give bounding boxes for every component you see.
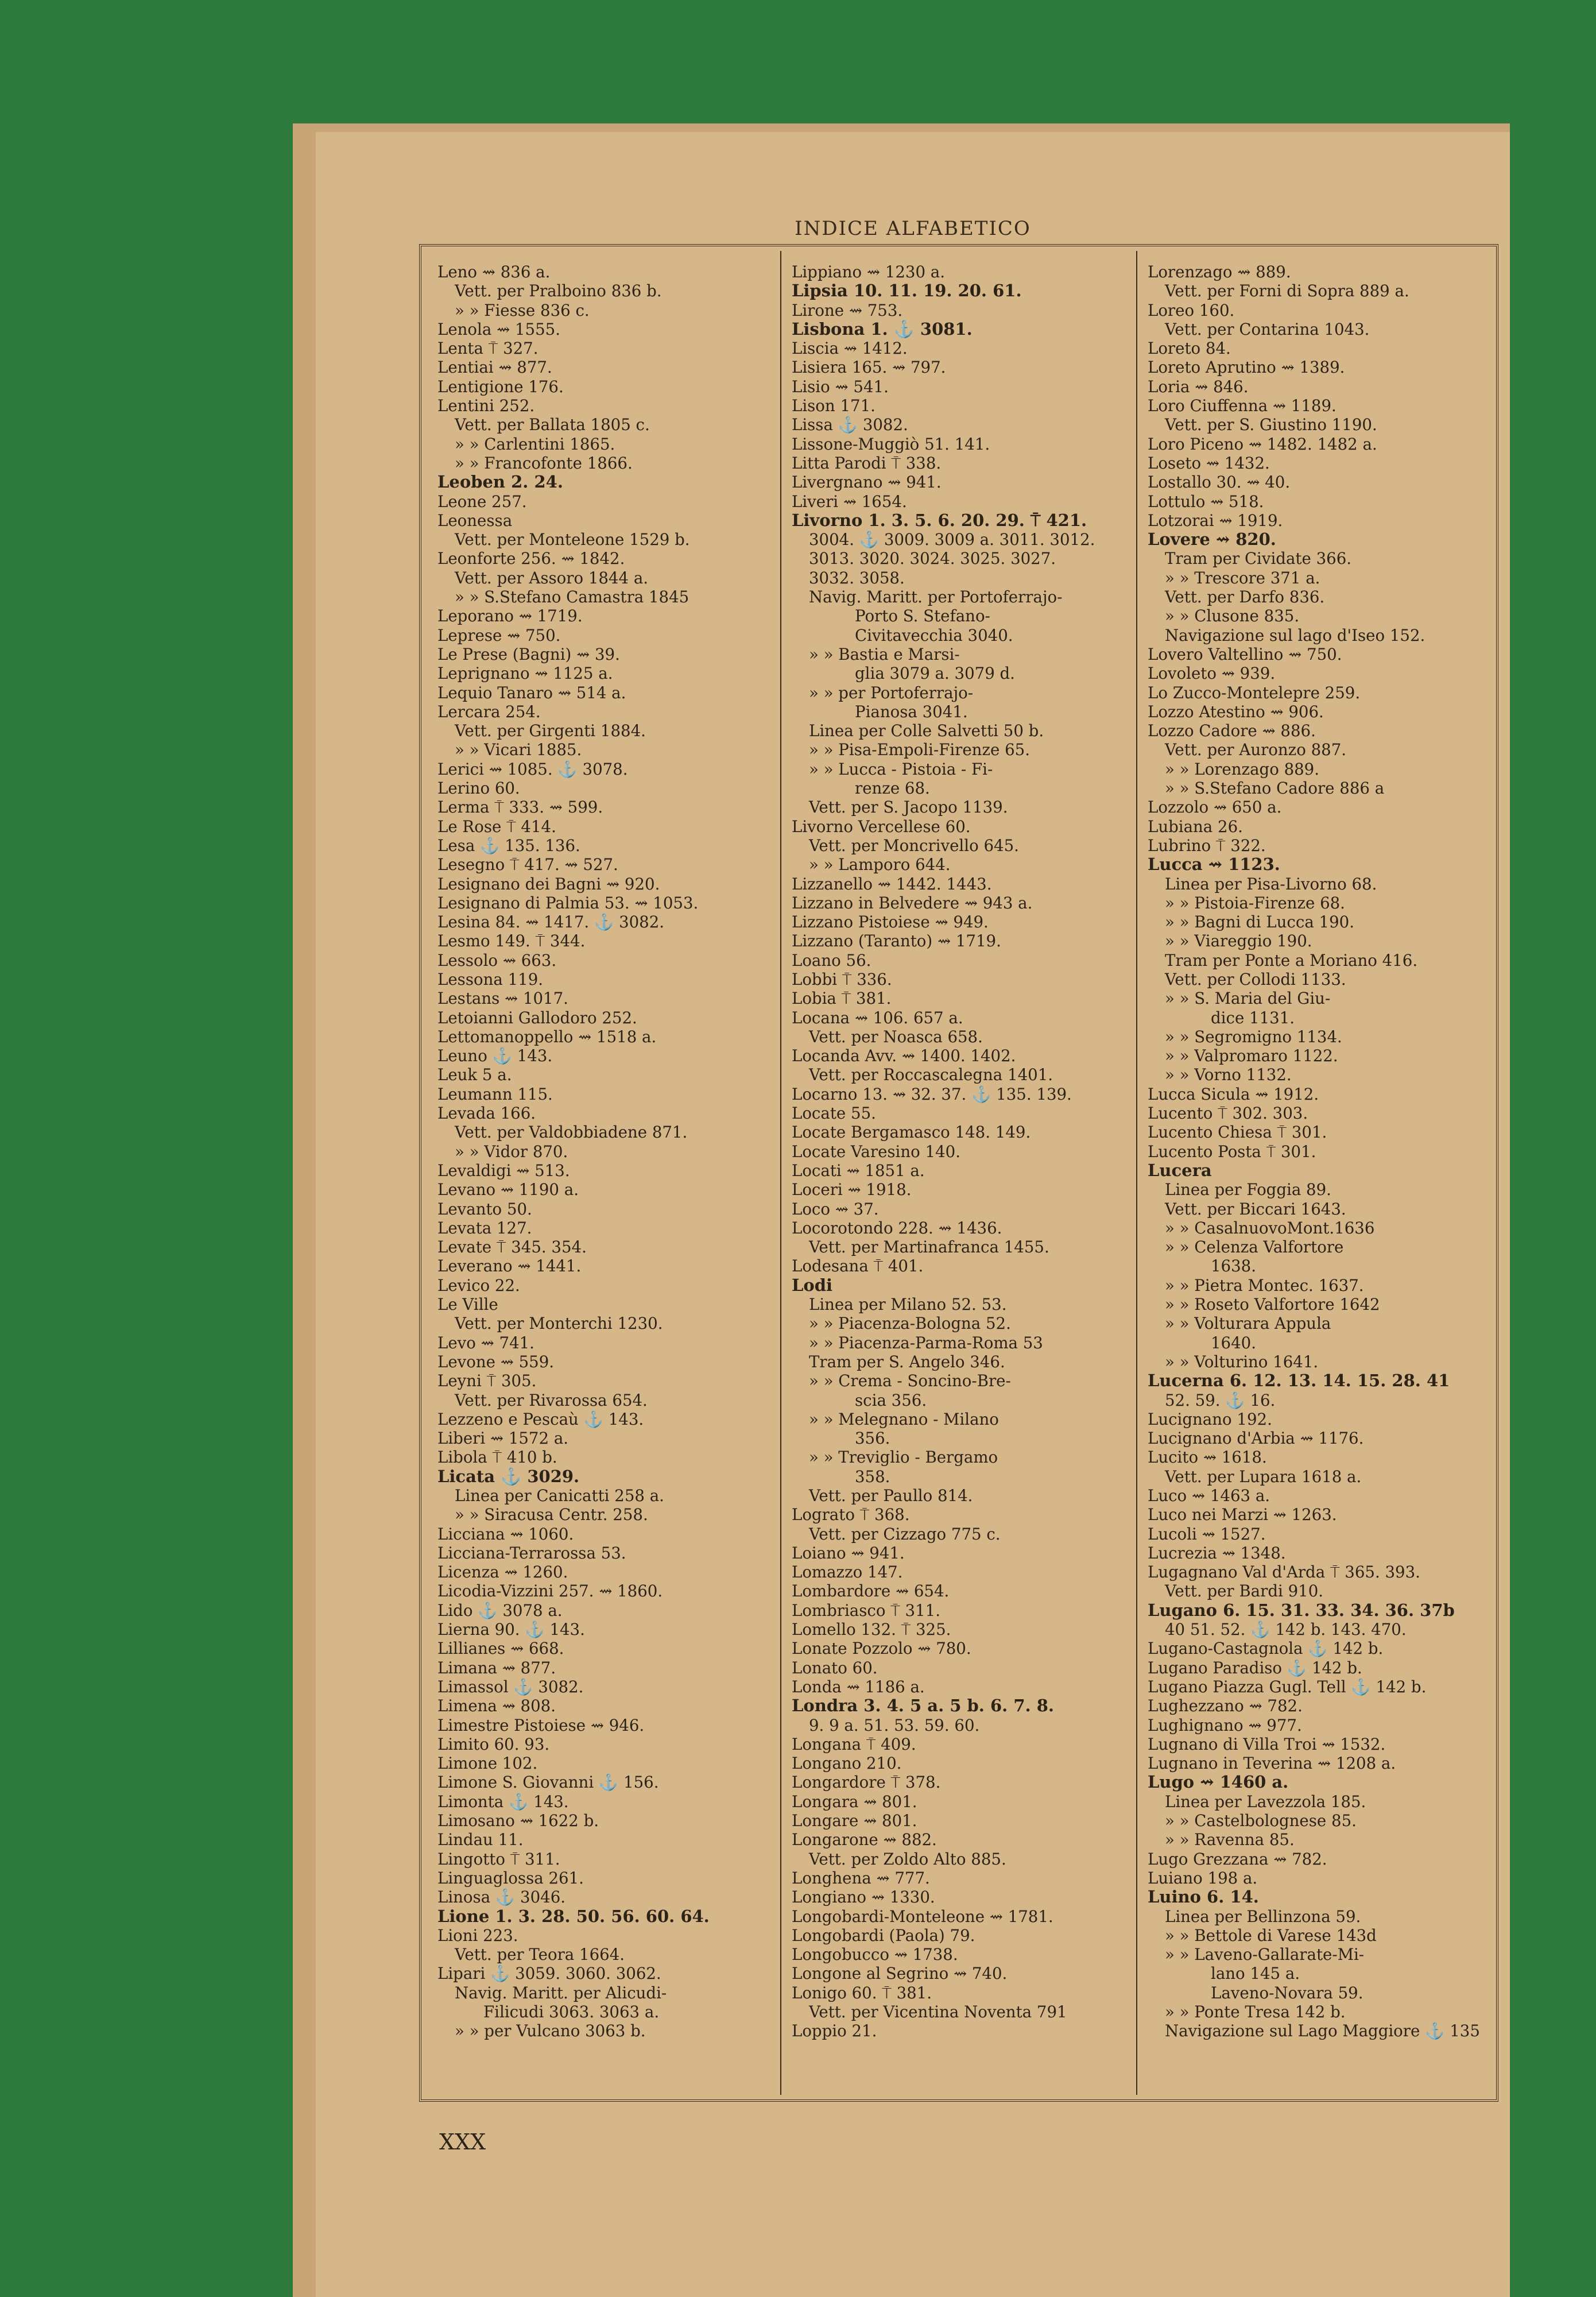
index-entry: Levaldigi ⇝ 513. [437,1161,570,1180]
index-entry: Lograto ⍑ 368. [792,1505,910,1525]
index-entry: Lissone-Muggiò 51. 141. [792,434,990,454]
index-entry: Lucento Chiesa ⍑ 301. [1148,1123,1327,1142]
index-entry: Lipsia 10. 11. 19. 20. 61. [792,281,1022,301]
index-entry: Lugagnano Val d'Arda ⍑ 365. 393. [1148,1563,1420,1582]
index-entry: Longhena ⇝ 777. [792,1868,930,1888]
index-entry: Linea per Bellinzona 59. [1165,1907,1361,1926]
index-entry: Linea per Foggia 89. [1165,1180,1331,1200]
index-entry: Lesignano di Palmia 53. ⇝ 1053. [437,893,699,912]
index-entry: » » Volturara Appula [1165,1314,1331,1333]
index-entry: » » Ravenna 85. [1165,1830,1295,1850]
index-entry: Vett. per Roccascalegna 1401. [809,1065,1053,1085]
index-entry: Lugnano di Villa Troi ⇝ 1532. [1148,1734,1386,1754]
index-entry: Vett. per Cizzago 775 c. [809,1524,1001,1544]
index-column-2 [792,262,1130,2088]
index-entry: Leno ⇝ 836 a. [437,262,551,281]
index-entry: Lodi [792,1275,833,1295]
index-entry: Leverano ⇝ 1441. [437,1256,582,1276]
index-entry: Lisiera 165. ⇝ 797. [792,358,946,377]
index-entry: Loano 56. [792,950,871,970]
index-entry: Vett. per Monteleone 1529 b. [455,530,690,550]
index-entry: » » Lamporo 644. [809,855,951,875]
index-entry: Lesa ⚓ 135. 136. [437,836,580,855]
index-entry: Lindau 11. [437,1830,524,1850]
index-entry: Liberi ⇝ 1572 a. [437,1429,569,1448]
index-entry: » » Trescore 371 a. [1165,568,1320,587]
page-number: XXX [439,2129,486,2155]
index-entry: Limito 60. 93. [437,1734,550,1754]
page-header: INDICE ALFABETICO [795,217,1031,240]
index-entry: Lillianes ⇝ 668. [437,1639,564,1658]
index-entry: Limone S. Giovanni ⚓ 156. [437,1773,659,1792]
index-entry: Levate ⍑ 345. 354. [437,1238,587,1257]
index-entry: Lonigo 60. ⍑ 381. [792,1983,932,2002]
index-entry: Limestre Pistoiese ⇝ 946. [437,1715,645,1735]
index-entry: » » Celenza Valfortore [1165,1238,1344,1257]
index-entry: Loreto Aprutino ⇝ 1389. [1148,358,1345,377]
index-entry: Leoben 2. 24. [437,472,563,492]
index-entry: Lerma ⍑ 333. ⇝ 599. [437,798,603,817]
index-entry: Vett. per Auronzo 887. [1165,740,1347,760]
index-entry: 9. 9 a. 51. 53. 59. 60. [809,1715,980,1735]
index-entry: » » Segromigno 1134. [1165,1027,1342,1046]
index-entry: Longare ⇝ 801. [792,1811,917,1831]
index-entry: Lorenzago ⇝ 889. [1148,262,1291,281]
index-entry: Lozzolo ⇝ 650 a. [1148,798,1282,817]
index-entry: renze 68. [855,779,930,798]
index-entry: Lucito ⇝ 1618. [1148,1448,1267,1467]
index-entry: Longone al Segrino ⇝ 740. [792,1964,1008,1983]
index-entry: Leuno ⚓ 143. [437,1046,553,1066]
index-entry: Lubrino ⍑ 322. [1148,836,1266,855]
index-entry: Lissa ⚓ 3082. [792,415,908,435]
index-entry: 3032. 3058. [809,568,905,587]
index-entry: Lughezzano ⇝ 782. [1148,1696,1303,1716]
index-entry: Linea per Colle Salvetti 50 b. [809,721,1044,741]
index-entry: Vett. per Darfo 836. [1165,587,1325,607]
index-entry: Vett. per Teora 1664. [455,1945,625,1965]
index-entry: 3004. ⚓ 3009. 3009 a. 3011. 3012. [809,530,1095,550]
index-entry: Lugano 6. 15. 31. 33. 34. 36. 37b [1148,1600,1455,1620]
index-entry: Lisio ⇝ 541. [792,377,889,396]
index-entry: Locorotondo 228. ⇝ 1436. [792,1218,1002,1238]
index-entry: Lozzo Cadore ⇝ 886. [1148,721,1316,741]
index-entry: » » Pistoia-Firenze 68. [1165,893,1345,912]
index-entry: Lettomanoppello ⇝ 1518 a. [437,1027,657,1046]
index-entry: » » Pietra Montec. 1637. [1165,1275,1364,1295]
index-entry: Lenta ⍑ 327. [437,339,539,358]
index-entry: 3013. 3020. 3024. 3025. 3027. [809,549,1056,569]
index-entry: » » Carlentini 1865. [455,434,615,454]
index-entry: lano 145 a. [1211,1964,1300,1983]
index-entry: 52. 59. ⚓ 16. [1165,1390,1276,1410]
index-entry: Lubiana 26. [1148,817,1243,836]
index-entry: Leonessa [437,511,513,530]
index-entry: Vett. per S. Giustino 1190. [1165,415,1377,435]
index-entry: Lobbi ⍑ 336. [792,969,892,989]
index-entry: Loreo 160. [1148,300,1235,320]
index-entry: Lippiano ⇝ 1230 a. [792,262,946,281]
index-entry: Levata 127. [437,1218,532,1238]
index-entry: Levico 22. [437,1275,520,1295]
index-entry: Levada 166. [437,1104,536,1123]
index-entry: Lesignano dei Bagni ⇝ 920. [437,874,660,894]
index-entry: Licata ⚓ 3029. [437,1466,580,1486]
index-entry: Lucento ⍑ 302. 303. [1148,1104,1308,1123]
index-entry: Lingotto ⍑ 311. [437,1849,560,1869]
index-entry: 358. [855,1467,890,1486]
index-entry: Vett. per Paullo 814. [809,1486,973,1505]
index-entry: Lostallo 30. ⇝ 40. [1148,473,1291,492]
index-entry: Longano 210. [792,1754,902,1773]
index-entry: Lucca ⇝ 1123. [1148,854,1280,875]
index-entry: Levano ⇝ 1190 a. [437,1180,579,1200]
index-entry: Lentiai ⇝ 877. [437,358,552,377]
index-entry: Leporano ⇝ 1719. [437,606,583,626]
index-entry: Lessona 119. [437,969,544,989]
index-entry: » » per Vulcano 3063 b. [455,2021,646,2041]
index-entry: Lugo Grezzana ⇝ 782. [1148,1849,1327,1869]
index-entry: Linea per Pisa-Livorno 68. [1165,874,1377,894]
index-entry: Londa ⇝ 1186 a. [792,1677,925,1696]
index-entry: Lodesana ⍑ 401. [792,1256,924,1276]
index-entry: Civitavecchia 3040. [855,625,1013,645]
index-entry: Le Ville [437,1295,498,1314]
index-entry: » » Ponte Tresa 142 b. [1165,2002,1346,2022]
index-entry: Vett. per Martinafranca 1455. [809,1238,1049,1257]
index-entry: Longobardi (Paola) 79. [792,1925,975,1945]
index-entry: Letoianni Gallodoro 252. [437,1008,637,1027]
index-entry: Navig. Maritt. per Alicudi- [455,1983,667,2002]
index-entry: Lo Zucco-Montelepre 259. [1148,683,1361,702]
index-entry: Limassol ⚓ 3082. [437,1677,584,1696]
index-entry: 1638. [1211,1256,1256,1276]
index-entry: Limena ⇝ 808. [437,1696,556,1716]
index-entry: Lucoli ⇝ 1527. [1148,1524,1266,1544]
index-entry: Laveno-Novara 59. [1211,1983,1363,2002]
index-entry: Lombardore ⇝ 654. [792,1581,950,1601]
index-entry: 40 51. 52. ⚓ 142 b. 143. 470. [1165,1620,1407,1639]
column-divider [780,251,781,2095]
index-entry: Locate Bergamasco 148. 149. [792,1123,1031,1142]
index-entry: Londra 3. 4. 5 a. 5 b. 6. 7. 8. [792,1696,1055,1716]
index-entry: » » Bastia e Marsi- [809,644,960,664]
index-entry: Lugano-Castagnola ⚓ 142 b. [1148,1639,1384,1658]
index-column-1 [437,262,776,2088]
index-entry: Lido ⚓ 3078 a. [437,1600,563,1620]
index-entry: Lizzano Pistoiese ⇝ 949. [792,912,989,932]
index-entry: Locate 55. [792,1104,876,1123]
index-entry: Vett. per S. Jacopo 1139. [809,798,1008,817]
index-entry: Lucera [1148,1160,1212,1180]
index-entry: Lugo ⇝ 1460 a. [1148,1772,1289,1792]
index-entry: Vett. per Bardi 910. [1165,1581,1324,1601]
index-entry: Lezzeno e Pescaù ⚓ 143. [437,1409,644,1429]
index-entry: Loro Piceno ⇝ 1482. 1482 a. [1148,434,1377,454]
index-entry: Lonato 60. [792,1658,878,1677]
index-entry: Loiano ⇝ 941. [792,1543,905,1563]
index-entry: Navigazione sul Lago Maggiore ⚓ 135 [1165,2021,1480,2041]
index-entry: Lipari ⚓ 3059. 3060. 3062. [437,1964,661,1983]
index-entry: Pianosa 3041. [855,702,968,721]
index-entry: Longobucco ⇝ 1738. [792,1945,958,1965]
index-entry: scia 356. [855,1390,927,1410]
index-entry: Lughignano ⇝ 977. [1148,1715,1302,1735]
index-entry: Locana ⇝ 106. 657 a. [792,1008,963,1027]
index-entry: Liveri ⇝ 1654. [792,492,907,511]
document-page [316,132,1510,2297]
index-entry: Licciana-Terrarossa 53. [437,1543,626,1563]
index-entry: Longara ⇝ 801. [792,1792,917,1811]
index-entry: Lobia ⍑ 381. [792,989,892,1008]
index-entry: » » Bettole di Varese 143d [1165,1925,1377,1945]
index-entry: Luino 6. 14. [1148,1887,1259,1907]
index-entry: dice 1131. [1211,1008,1295,1027]
index-entry: Locarno 13. ⇝ 32. 37. ⚓ 135. 139. [792,1084,1072,1104]
index-entry: » » Francofonte 1866. [455,453,633,473]
index-entry: Vett. per Zoldo Alto 885. [809,1849,1006,1869]
index-entry: Linguaglossa 261. [437,1868,584,1888]
index-entry: Lisbona 1. ⚓ 3081. [792,319,973,339]
index-entry: Tram per Cividate 366. [1165,549,1352,569]
index-entry: Luco ⇝ 1463 a. [1148,1486,1270,1505]
index-entry: Lessolo ⇝ 663. [437,950,557,970]
index-entry: Luiano 198 a. [1148,1868,1258,1888]
index-entry: Lizzano (Taranto) ⇝ 1719. [792,931,1001,951]
index-entry: Licenza ⇝ 1260. [437,1563,568,1582]
column-divider [1136,251,1137,2095]
index-entry: Lozzo Atestino ⇝ 906. [1148,702,1324,721]
index-entry: Locanda Avv. ⇝ 1400. 1402. [792,1046,1016,1066]
index-entry: » » S.Stefano Cadore 886 a [1165,779,1385,798]
index-entry: Loseto ⇝ 1432. [1148,453,1270,473]
index-entry: Lentini 252. [437,396,535,416]
index-entry: Licodia-Vizzini 257. ⇝ 1860. [437,1581,663,1601]
index-entry: Lerici ⇝ 1085. ⚓ 3078. [437,759,628,779]
index-entry: Tram per Ponte a Moriano 416. [1165,950,1418,970]
index-entry: Lenola ⇝ 1555. [437,319,560,339]
index-entry: Leprignano ⇝ 1125 a. [437,664,613,683]
index-entry: Lombriasco ⍑ 311. [792,1600,940,1620]
index-entry: Lomazzo 147. [792,1563,903,1582]
index-entry: » » Viareggio 190. [1165,931,1312,951]
index-entry: Vett. per Monterchi 1230. [455,1314,663,1333]
index-entry: Locate Varesino 140. [792,1142,960,1161]
index-entry: Linea per Milano 52. 53. [809,1295,1007,1314]
index-column-3 [1148,262,1489,2088]
index-entry: Vett. per Pralboino 836 b. [455,281,662,301]
index-entry: Loppio 21. [792,2021,877,2041]
index-entry: Leprese ⇝ 750. [437,625,561,645]
index-entry: » » Lucca - Pistoia - Fi- [809,759,993,779]
index-entry: Tram per S. Angelo 346. [809,1352,1005,1371]
index-entry: » » S. Maria del Giu- [1165,989,1331,1008]
index-entry: Loria ⇝ 846. [1148,377,1249,396]
index-entry: Lomello 132. ⍑ 325. [792,1620,951,1639]
index-entry: Loro Ciuffenna ⇝ 1189. [1148,396,1337,416]
index-entry: » » Pisa-Empoli-Firenze 65. [809,740,1030,760]
index-entry: Lovere ⇝ 820. [1148,529,1276,550]
index-entry: Lesmo 149. ⍑ 344. [437,931,586,951]
index-entry: » » Siracusa Centr. 258. [455,1505,648,1525]
index-entry: Lierna 90. ⚓ 143. [437,1620,585,1639]
index-entry: Lucca Sicula ⇝ 1912. [1148,1084,1319,1104]
index-entry: Lonate Pozzolo ⇝ 780. [792,1639,971,1658]
index-entry: Longardore ⍑ 378. [792,1773,941,1792]
index-entry: Livorno 1. 3. 5. 6. 20. 29. ⍑ 421. [792,510,1087,530]
index-entry: Limonta ⚓ 143. [437,1792,569,1811]
index-entry: » » Roseto Valfortore 1642 [1165,1295,1380,1314]
index-entry: » » Valpromaro 1122. [1165,1046,1338,1066]
index-entry: Leumann 115. [437,1084,553,1104]
index-entry: Le Prese (Bagni) ⇝ 39. [437,644,620,664]
index-entry: Leyni ⍑ 305. [437,1371,537,1391]
index-entry: Lison 171. [792,396,876,416]
index-entry: Levo ⇝ 741. [437,1333,534,1352]
index-entry: » » Vorno 1132. [1165,1065,1292,1085]
index-entry: » » Vidor 870. [455,1142,568,1161]
index-entry: Vett. per Contarina 1043. [1165,319,1370,339]
index-entry: Locati ⇝ 1851 a. [792,1161,925,1180]
index-entry: Vett. per Forni di Sopra 889 a. [1165,281,1409,301]
index-entry: » » per Portoferrajo- [809,683,974,702]
index-entry: » » Clusone 835. [1165,606,1300,626]
index-entry: Linosa ⚓ 3046. [437,1888,566,1907]
index-entry: 1640. [1211,1333,1256,1352]
index-entry: glia 3079 a. 3079 d. [855,664,1015,683]
index-entry: Vett. per Valdobbiadene 871. [455,1123,688,1142]
index-entry: Longobardi-Monteleone ⇝ 1781. [792,1907,1053,1926]
index-entry: Lotzorai ⇝ 1919. [1148,511,1283,530]
index-entry: Limana ⇝ 877. [437,1658,556,1677]
index-entry: Vett. per Girgenti 1884. [455,721,646,741]
index-entry: Lucento Posta ⍑ 301. [1148,1142,1316,1161]
index-entry: » » Treviglio - Bergamo [809,1448,998,1467]
index-frame [419,244,1498,2102]
index-entry: Lestans ⇝ 1017. [437,989,568,1008]
index-entry: Vett. per Lupara 1618 a. [1165,1467,1362,1486]
index-entry: Longiano ⇝ 1330. [792,1888,935,1907]
index-entry: Lesina 84. ⇝ 1417. ⚓ 3082. [437,912,665,932]
index-entry: Leuk 5 a. [437,1065,512,1085]
index-entry: Luco nei Marzi ⇝ 1263. [1148,1505,1337,1525]
index-entry: Limosano ⇝ 1622 b. [437,1811,599,1831]
index-entry: Lercara 254. [437,702,541,721]
index-entry: Lovero Valtellino ⇝ 750. [1148,644,1342,664]
index-entry: Litta Parodi ⍑ 338. [792,453,942,473]
index-entry: Lioni 223. [437,1925,518,1945]
index-entry: Lesegno ⍑ 417. ⇝ 527. [437,855,618,875]
index-entry: Lovoleto ⇝ 939. [1148,664,1276,683]
index-entry: » » Melegnano - Milano [809,1409,999,1429]
index-entry: Lione 1. 3. 28. 50. 56. 60. 64. [437,1906,710,1926]
index-entry: » » Vicari 1885. [455,740,582,760]
index-entry: » » Piacenza-Parma-Roma 53 [809,1333,1043,1352]
index-entry: Lerino 60. [437,779,520,798]
index-entry: Loceri ⇝ 1918. [792,1180,912,1200]
index-entry: Lugnano in Teverina ⇝ 1208 a. [1148,1754,1396,1773]
index-entry: Liscia ⇝ 1412. [792,339,908,358]
index-entry: Vett. per Vicentina Noventa 791 [809,2002,1067,2022]
index-entry: Lottulo ⇝ 518. [1148,492,1264,511]
index-entry: Lequio Tanaro ⇝ 514 a. [437,683,626,702]
index-entry: » » CasalnuovoMont.1636 [1165,1218,1375,1238]
index-entry: Livergnano ⇝ 941. [792,473,942,492]
index-entry: Lizzanello ⇝ 1442. 1443. [792,874,992,894]
index-entry: Porto S. Stefano- [855,606,990,626]
index-entry: » » Lorenzago 889. [1165,759,1320,779]
index-entry: Lugano Piazza Gugl. Tell ⚓ 142 b. [1148,1677,1427,1696]
index-entry: Leone 257. [437,492,527,511]
index-entry: Licciana ⇝ 1060. [437,1524,574,1544]
index-entry: Levanto 50. [437,1199,532,1219]
index-entry: Loreto 84. [1148,339,1231,358]
index-entry: Navig. Maritt. per Portoferrajo- [809,587,1063,607]
index-entry: Le Rose ⍑ 414. [437,817,556,836]
index-entry: Lucignano 192. [1148,1409,1272,1429]
index-entry: Livorno Vercellese 60. [792,817,971,836]
index-entry: » » Bagni di Lucca 190. [1165,912,1354,932]
index-entry: » » Piacenza-Bologna 52. [809,1314,1011,1333]
index-entry: Lucrezia ⇝ 1348. [1148,1543,1286,1563]
index-entry: Vett. per Moncrivello 645. [809,836,1019,855]
index-entry: Linea per Canicatti 258 a. [455,1486,664,1505]
index-entry: Filicudi 3063. 3063 a. [483,2002,660,2022]
index-entry: Lirone ⇝ 753. [792,300,903,320]
index-entry: Vett. per Noasca 658. [809,1027,983,1046]
index-entry: Levone ⇝ 559. [437,1352,555,1371]
index-entry: Loco ⇝ 37. [792,1199,879,1219]
index-entry: Limone 102. [437,1754,538,1773]
index-entry: Leonforte 256. ⇝ 1842. [437,549,625,569]
index-entry: Longana ⍑ 409. [792,1734,916,1754]
index-entry: Navigazione sul lago d'Iseo 152. [1165,625,1425,645]
index-entry: Lizzano in Belvedere ⇝ 943 a. [792,893,1033,912]
index-entry: » » Fiesse 836 c. [455,300,590,320]
index-entry: Vett. per Rivarossa 654. [455,1390,648,1410]
index-entry: Lucerna 6. 12. 13. 14. 15. 28. 41 [1148,1371,1450,1391]
index-entry: Vett. per Collodi 1133. [1165,969,1346,989]
index-entry: Linea per Lavezzola 185. [1165,1792,1366,1811]
index-entry: » » Crema - Soncino-Bre- [809,1371,1011,1391]
index-entry: 356. [855,1429,890,1448]
index-entry: Longarone ⇝ 882. [792,1830,937,1850]
index-entry: » » Volturino 1641. [1165,1352,1319,1371]
index-entry: Lentigione 176. [437,377,564,396]
index-entry: Vett. per Ballata 1805 c. [455,415,650,435]
index-entry: » » Castelbolognese 85. [1165,1811,1357,1831]
index-entry: » » Laveno-Gallarate-Mi- [1165,1945,1365,1965]
index-entry: Lucignano d'Arbia ⇝ 1176. [1148,1429,1364,1448]
index-entry: Lugano Paradiso ⚓ 142 b. [1148,1658,1362,1677]
index-entry: » » S.Stefano Camastra 1845 [455,587,689,607]
index-entry: Libola ⍑ 410 b. [437,1448,557,1467]
index-entry: Vett. per Biccari 1643. [1165,1199,1346,1219]
index-entry: Vett. per Assoro 1844 a. [455,568,649,587]
